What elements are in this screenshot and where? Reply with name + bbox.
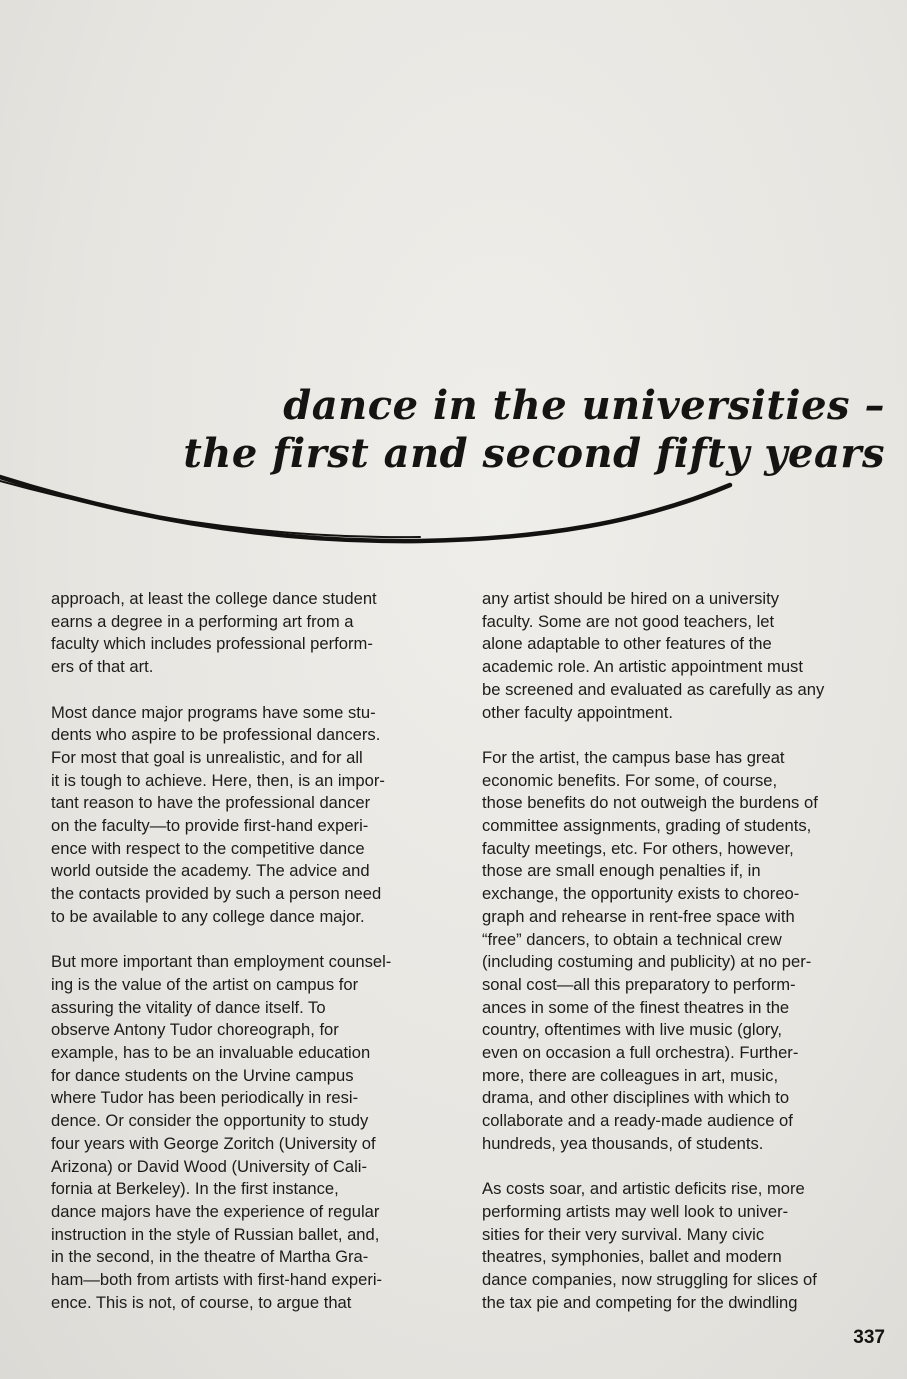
left-paragraph-3: But more important than employment counsel- ing is the value of the artist on campus for assuring the vitality of dance itself. To observe Antony Tudor choreograph, for example, has to be an invaluable education for dance students on the Urvine campus where Tudor has been periodically in resi- dence. Or consider the opportunity to study four years with George Zoritch (University of Arizona) or David Wood (University of Cali- fornia at Berkeley). In the first instance, dance majors have the experience of regular instruction in the style of Russian ballet, and, in the second, in the theatre of Martha Gra- ham—both from artists with first-hand experi- ence. This is not, of course, to argue that: [51, 952, 392, 1312]
decorative-swoosh-line: [0, 455, 907, 565]
right-text-column: [482, 588, 892, 1337]
right-paragraph-2: For the artist, the campus base has great economic benefits. For some, of course, those benefits do not outweigh the burdens of committee assignments, grading of students, faculty meetings, etc. For others, however, those are small enough penalties if, in exchange, the opportunity exists to choreo- graph and rehearse in rent-free space with “free” dancers, to obtain a technical crew (including costuming and publicity) at no per- sonal cost—all this preparatory to perform- ances in some of the finest theatres in the country, oftentimes with live music (glory, even on occasion a full orchestra). Further- more, there are colleagues in art, music, drama, and other disciplines with which to collaborate and a ready-made audience of hundreds, yea thousands, of students.: [482, 747, 818, 1153]
right-paragraph-1: any artist should be hired on a university faculty. Some are not good teachers, let alone adaptable to other features of the academic role. An artistic appointment must be screened and evaluated as carefully as any other faculty appointment.: [482, 589, 825, 722]
right-paragraph-3: As costs soar, and artistic deficits rise, more performing artists may well look to univer- sities for their very survival. Many civic theatres, symphonies, ballet and modern dance companies, now struggling for slices of the tax pie and competing for the dwindling: [482, 1179, 817, 1312]
article-title-line-1: dance in the universities –: [283, 382, 885, 429]
article-title-line-2: the first and second fifty years: [183, 430, 885, 477]
left-paragraph-2: Most dance major programs have some stu- dents who aspire to be professional dancers. For most that goal is unrealistic, and for all it is tough to achieve. Here, then, is an impor- tant reason to have the professional dancer on the faculty—to provide first-hand experi- ence with respect to the competitive dance world outside the academy. The advice and the contacts provided by such a person need to be available to any college dance major.: [51, 702, 385, 926]
left-text-column: [51, 588, 461, 1337]
left-paragraph-1: approach, at least the college dance student earns a degree in a performing art from a faculty which includes professional perform- ers of that art.: [51, 589, 377, 677]
page-number: 337: [853, 1327, 885, 1348]
